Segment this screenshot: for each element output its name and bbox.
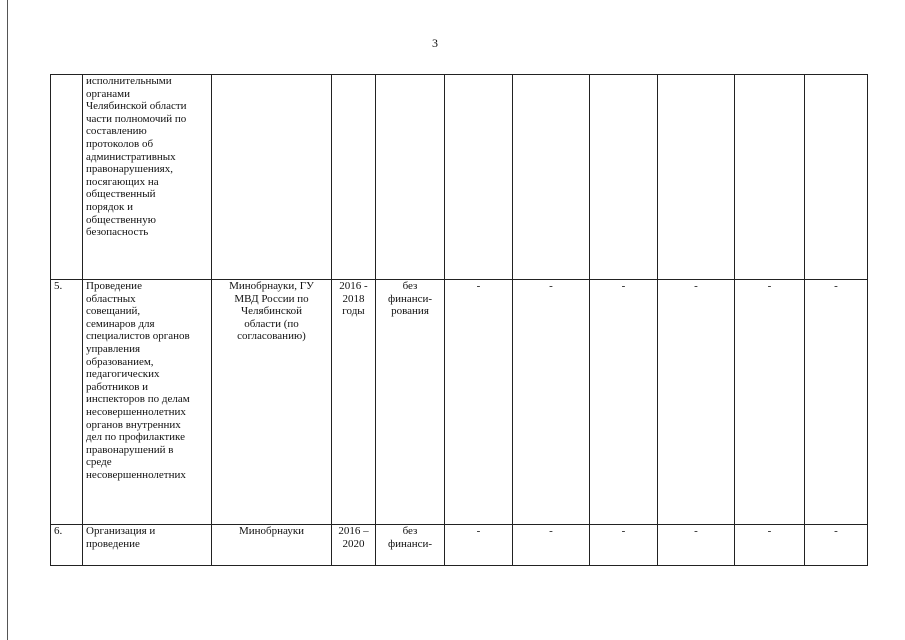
executor-cell (212, 75, 332, 280)
table-row (51, 75, 868, 280)
funding-cell (376, 75, 445, 280)
value-cell: - (513, 280, 590, 525)
value-cell (805, 75, 868, 280)
period-cell: 2016 - 2018 годы (332, 280, 376, 525)
period-cell (332, 75, 376, 280)
value-cell: - (735, 525, 805, 566)
measure-description: исполнительными органами Челябинской области части полномочий по составлению протоколов об административных правонарушениях, посягающих на общественный порядок и общественную безопасность (83, 75, 212, 280)
value-cell: - (513, 525, 590, 566)
row-number: 6. (51, 525, 83, 566)
measure-description: Проведение областных совещаний, семинаров для специалистов органов управления образованием, педагогических работников и инспекторов по делам несовершеннолетних органов внутренних дел по профилактике правонарушений в среде несовершеннолетних (83, 280, 212, 525)
value-cell: - (658, 280, 735, 525)
value-cell: - (590, 525, 658, 566)
value-cell: - (445, 525, 513, 566)
measure-description: Организация и проведение (83, 525, 212, 566)
table-row (51, 280, 868, 525)
value-cell: - (805, 525, 868, 566)
value-cell (590, 75, 658, 280)
value-cell (658, 75, 735, 280)
value-cell (513, 75, 590, 280)
value-cell (445, 75, 513, 280)
funding-cell: без финанси- (376, 525, 445, 566)
executor-cell: Минобрнауки, ГУ МВД России по Челябинской области (по согласованию) (212, 280, 332, 525)
funding-cell: без финанси- рования (376, 280, 445, 525)
row-number (51, 75, 83, 280)
value-cell (735, 75, 805, 280)
value-cell: - (590, 280, 658, 525)
value-cell: - (658, 525, 735, 566)
executor-cell: Минобрнауки (212, 525, 332, 566)
page-number: 3 (432, 36, 438, 50)
period-cell: 2016 – 2020 (332, 525, 376, 566)
measures-table (50, 74, 868, 566)
table-row (51, 525, 868, 566)
value-cell: - (445, 280, 513, 525)
page-left-rule (7, 0, 8, 640)
row-number: 5. (51, 280, 83, 525)
value-cell: - (735, 280, 805, 525)
value-cell: - (805, 280, 868, 525)
